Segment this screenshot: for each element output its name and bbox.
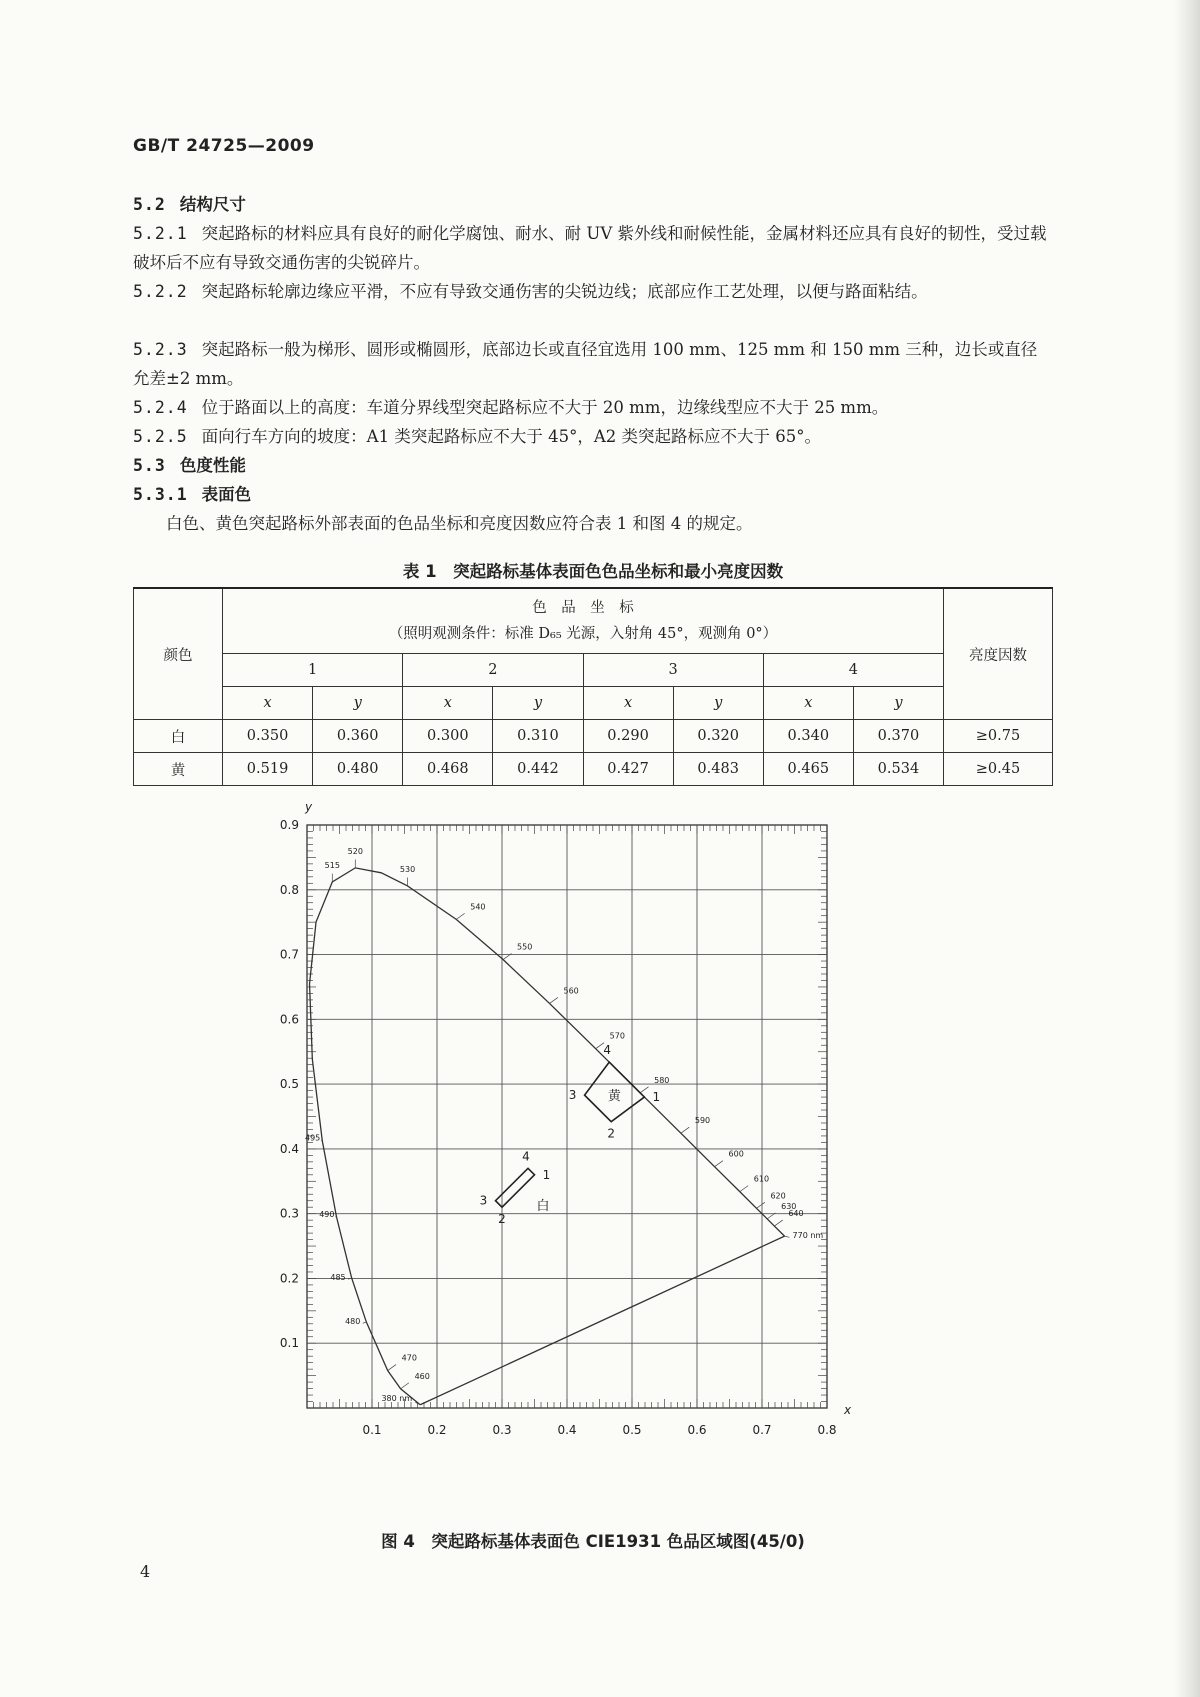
- table-row: [134, 720, 1053, 753]
- y-axis-label: y: [305, 800, 313, 814]
- cell-value: 0.534: [853, 753, 943, 786]
- wavelength-label: 590: [694, 1116, 711, 1126]
- y-tick-label: 0.2: [279, 1271, 299, 1286]
- x-tick-label: 0.2: [427, 1423, 447, 1437]
- y-tick-label: 0.9: [279, 818, 299, 832]
- table-caption: 表 1 突起路标基体表面色色品坐标和最小亮度因数: [402, 562, 784, 581]
- wavelength-leader: [640, 1087, 648, 1093]
- corner-label: 2: [607, 1126, 616, 1141]
- x-tick-label: 0.6: [687, 1423, 707, 1437]
- header-x: x: [403, 687, 493, 720]
- header-y: y: [493, 687, 583, 720]
- row-color: 黄: [134, 753, 223, 786]
- wavelength-label: 550: [517, 942, 533, 952]
- header-y: y: [313, 687, 403, 720]
- section-title: 结构尺寸: [179, 195, 246, 214]
- clause-number: 5.2.2: [133, 282, 188, 301]
- x-tick-label: 0.1: [362, 1423, 382, 1437]
- header-x: x: [583, 687, 673, 720]
- x-axis-label: x: [844, 1403, 852, 1417]
- wavelength-label: 380 nm: [381, 1393, 413, 1403]
- cell-value: 0.442: [493, 753, 583, 786]
- wavelength-leader: [715, 1161, 723, 1167]
- cell-value: 0.340: [763, 720, 853, 753]
- page-number: 4: [140, 1562, 151, 1581]
- wavelength-leader: [550, 997, 558, 1003]
- clause-5-2-3: [133, 335, 1053, 393]
- section-number: 5.3.1: [133, 485, 188, 504]
- header-point-3: 3: [583, 654, 763, 687]
- x-tick-label: 0.8: [817, 1423, 837, 1437]
- section-heading-5-3: [133, 451, 1053, 480]
- wavelength-leader: [756, 1202, 764, 1208]
- figure-caption: 图 4 突起路标基体表面色 CIE1931 色品区域图(45/0): [381, 1532, 805, 1551]
- cell-value: 0.360: [313, 720, 403, 753]
- cell-value: 0.300: [403, 720, 493, 753]
- clause-text: 突起路标的材料应具有良好的耐化学腐蚀、耐水、耐 UV 紫外线和耐候性能，金属材料还应具有良好的韧性，受过载破坏后不应有导致交通伤害的尖锐碎片。: [133, 224, 1047, 272]
- section-heading-5-3-1: [133, 480, 1053, 509]
- clause-5-2-5: [133, 422, 1053, 451]
- wavelength-label: 770 nm: [792, 1231, 824, 1241]
- clause-text: 突起路标轮廓边缘应平滑，不应有导致交通伤害的尖锐边线；底部应作工艺处理，以便与路面粘结。: [201, 282, 928, 301]
- section-title: 表面色: [201, 485, 252, 504]
- corner-label: 1: [652, 1090, 661, 1105]
- cell-value: 0.320: [673, 720, 763, 753]
- header-x: x: [763, 687, 853, 720]
- color-region: [496, 1168, 535, 1207]
- cie-chromaticity-chart: [260, 795, 920, 1525]
- x-tick-label: 0.4: [557, 1423, 577, 1437]
- row-color: 白: [134, 720, 223, 753]
- header-chroma-title: 色 品 坐 标: [532, 600, 634, 616]
- wavelength-leader: [681, 1127, 689, 1133]
- y-tick-label: 0.4: [279, 1141, 299, 1156]
- clause-number: 5.2.4: [133, 398, 188, 417]
- wavelength-leader: [363, 1322, 367, 1323]
- region-label: 白: [536, 1198, 550, 1214]
- wavelength-label: 470: [401, 1353, 417, 1363]
- wavelength-leader: [774, 1220, 782, 1226]
- header-point-2: 2: [403, 654, 583, 687]
- x-tick-label: 0.3: [492, 1423, 512, 1437]
- wavelength-label: 460: [414, 1371, 430, 1381]
- row-luminance: ≥0.45: [944, 753, 1053, 786]
- wavelength-label: 560: [563, 986, 579, 996]
- page-edge: [1174, 0, 1200, 1697]
- cell-value: 0.427: [583, 753, 673, 786]
- clause-text: 面向行车方向的坡度：A1 类突起路标应不大于 45°，A2 类突起路标应不大于 65°。: [201, 427, 821, 446]
- header-color: 颜色: [134, 588, 223, 720]
- cell-value: 0.480: [313, 753, 403, 786]
- wavelength-leader: [740, 1186, 748, 1192]
- spectral-locus: [310, 868, 785, 1405]
- header-x: x: [223, 687, 313, 720]
- wavelength-label: 490: [319, 1209, 335, 1219]
- wavelength-label: 530: [399, 864, 416, 874]
- wavelength-leader: [388, 1365, 396, 1371]
- section-number: 5.3: [133, 456, 166, 475]
- corner-label: 1: [542, 1167, 551, 1182]
- wavelength-label: 495: [304, 1133, 321, 1143]
- figure-container: [260, 795, 920, 1535]
- y-tick-label: 0.7: [279, 947, 299, 962]
- wavelength-label: 630: [781, 1201, 797, 1211]
- wavelength-leader: [785, 1236, 790, 1237]
- header-y: y: [673, 687, 763, 720]
- wavelength-label: 515: [324, 861, 340, 871]
- y-tick-label: 0.3: [279, 1206, 299, 1221]
- cell-value: 0.310: [493, 720, 583, 753]
- wavelength-label: 485: [330, 1272, 346, 1282]
- corner-label: 3: [479, 1193, 488, 1208]
- wavelength-leader: [401, 1383, 409, 1389]
- clause-5-2-4: [133, 393, 1053, 422]
- y-tick-label: 0.8: [279, 882, 299, 897]
- wavelength-label: 620: [770, 1191, 786, 1201]
- cell-value: 0.465: [763, 753, 853, 786]
- x-tick-label: 0.7: [752, 1423, 772, 1437]
- wavelength-label: 600: [728, 1149, 744, 1159]
- y-tick-label: 0.6: [279, 1012, 299, 1027]
- wavelength-label: 480: [345, 1317, 361, 1327]
- clause-number: 5.2.5: [133, 427, 188, 446]
- table-row: [134, 753, 1053, 786]
- wavelength-label: 610: [753, 1174, 770, 1184]
- region-label: 黄: [607, 1088, 621, 1104]
- corner-label: 4: [522, 1149, 530, 1164]
- header-chroma-note: （照明观测条件：标准 D₆₅ 光源，入射角 45°，观测角 0°）: [388, 626, 778, 642]
- section-number: 5.2: [133, 195, 166, 214]
- header-point-4: 4: [763, 654, 943, 687]
- chromaticity-table: [133, 587, 1053, 786]
- wavelength-leader: [456, 913, 464, 919]
- y-tick-label: 0.5: [279, 1077, 299, 1092]
- cell-value: 0.290: [583, 720, 673, 753]
- header-y: y: [853, 687, 943, 720]
- clause-5-2-1: [133, 219, 1053, 277]
- cell-value: 0.519: [223, 753, 313, 786]
- clause-text: 位于路面以上的高度：车道分界线型突起路标应不大于 20 mm，边缘线型应不大于 25 mm。: [201, 398, 889, 417]
- header-point-1: 1: [223, 654, 403, 687]
- corner-label: 2: [498, 1212, 506, 1227]
- cell-value: 0.483: [673, 753, 763, 786]
- wavelength-label: 570: [609, 1031, 625, 1041]
- standard-code: GB/T 24725—2009: [133, 136, 315, 156]
- wavelength-label: 540: [470, 902, 486, 912]
- clause-number: 5.2.1: [133, 224, 188, 243]
- corner-label: 4: [603, 1043, 612, 1058]
- y-tick-label: 0.1: [279, 1336, 299, 1351]
- cell-value: 0.468: [403, 753, 493, 786]
- section-heading-5-2: [133, 190, 1053, 219]
- row-luminance: ≥0.75: [944, 720, 1053, 753]
- section-title: 色度性能: [179, 456, 246, 475]
- wavelength-label: 640: [788, 1209, 804, 1219]
- clause-number: 5.2.3: [133, 340, 188, 359]
- header-chroma: [223, 588, 944, 654]
- clause-5-2-2: [133, 277, 1053, 306]
- purple-line: [420, 1236, 784, 1405]
- clause-5-3-1-text: 白色、黄色突起路标外部表面的色品坐标和亮度因数应符合表 1 和图 4 的规定。: [166, 514, 753, 533]
- wavelength-label: 520: [347, 846, 363, 856]
- cell-value: 0.370: [853, 720, 943, 753]
- corner-label: 3: [568, 1088, 577, 1103]
- header-luminance: 亮度因数: [944, 588, 1053, 720]
- clause-text: 突起路标一般为梯形、圆形或椭圆形，底部边长或直径宜选用 100 mm、125 mm 和 150 mm 三种，边长或直径允差±2 mm。: [133, 340, 1038, 388]
- cell-value: 0.350: [223, 720, 313, 753]
- wavelength-label: 580: [654, 1075, 670, 1085]
- x-tick-label: 0.5: [622, 1423, 642, 1437]
